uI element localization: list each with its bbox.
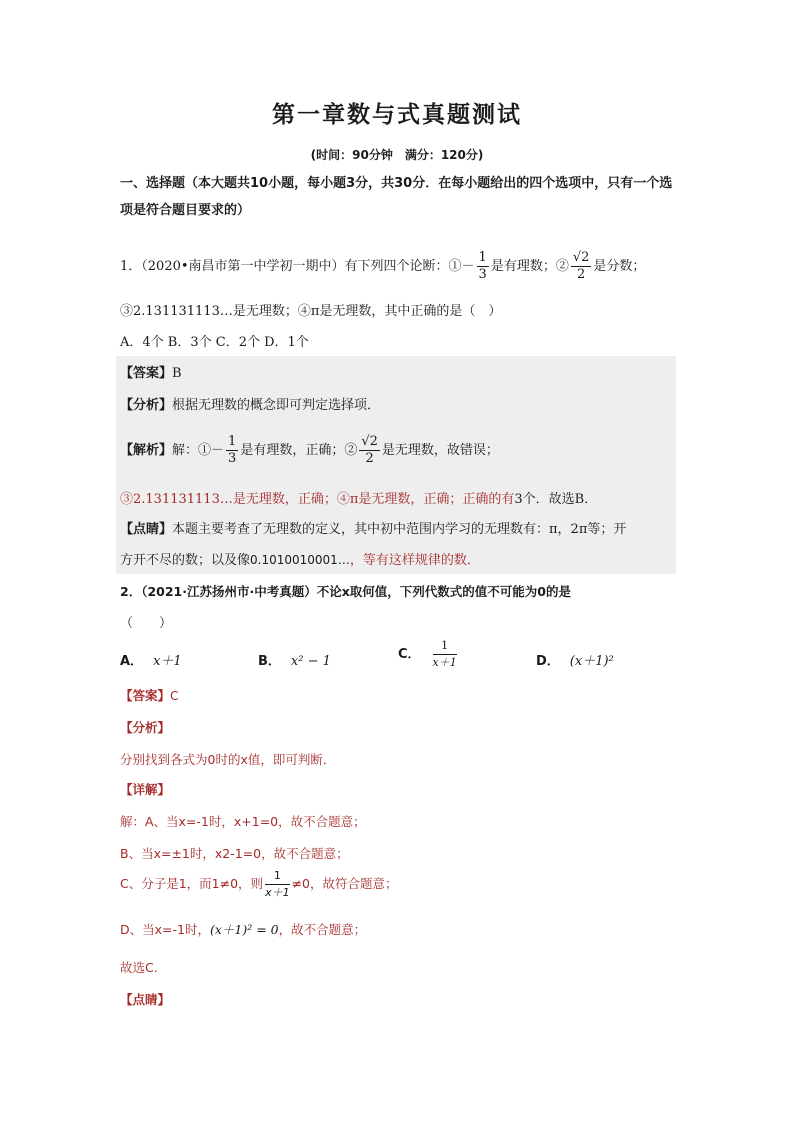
fraction: $\frac{1}{x+1}$ (432, 639, 457, 669)
q2-analysis-tag: 【分析】 (120, 720, 171, 735)
q2-comment-tag: 【点睛】 (120, 992, 171, 1007)
page-title: 第一章数与式真题测试 (272, 102, 522, 128)
fraction: $\frac{√2}{2}$ (361, 434, 378, 466)
q1-answer: 【答案】B (120, 366, 182, 381)
q1-stem-line2: ③2.131131113…是无理数；④π是无理数，其中正确的是（ ） (120, 304, 502, 319)
q1-solution: 【解析】解：①－ $\frac{1}{3}$ 是有理数，正确；② $\frac{√2}{2}$ 是无理数，故错误； (120, 434, 499, 466)
q2-detail-4: D、当x=-1时，(x＋1)² = 0，故不合题意； (120, 922, 367, 937)
q2-option-a: A． x＋1 (120, 654, 182, 669)
subtitle: (时间：90分钟 满分：120分) (310, 148, 484, 162)
q1-stem: 1．（2020•南昌市第一中学初一期中）有下列四个论断：①－ $\frac{1}{3}$ 是有理数；② $\frac{√2}{2}$ 是分数； (120, 250, 646, 282)
section-heading: 一、选择题（本大题共10小题，每小题3分，共30分．在每小题给出的四个选项中，只有一个选项是符合题目要求的） (120, 176, 673, 218)
q1-comment: 【点睛】本题主要考查了无理数的定义，其中初中范围内学习的无理数有：π，2π等；开 (120, 522, 627, 537)
q2-detail-1: 解：A、当x=-1时，x+1=0，故不合题意； (120, 814, 366, 829)
q1-comment-line2: 方开不尽的数；以及像0.1010010001…，等有这样规律的数． (120, 553, 480, 568)
q1-options: A．4个 B．3个 C．2个 D．1个 (120, 335, 309, 350)
q2-stem: 2．（2021·江苏扬州市·中考真题）不论x取何值，下列代数式的值不可能为0的是 (120, 584, 571, 599)
fraction: $\frac{√2}{2}$ (572, 250, 590, 282)
fraction: $\frac{1}{3}$ (478, 250, 487, 282)
q2-detail-3: C、分子是1，而1≠0，则 $\frac{1}{x+1}$ ≠0，故符合题意； (120, 869, 398, 899)
q2-option-d: D． (x＋1)² (536, 654, 614, 669)
q2-detail-2: B、当x=±1时，x2-1=0，故不合题意； (120, 846, 349, 861)
q2-detail-tag: 【详解】 (120, 782, 171, 797)
q2-option-b: B． x² − 1 (258, 654, 331, 669)
fraction: $\frac{1}{3}$ (228, 434, 237, 466)
q2-paren: （ ） (120, 616, 173, 631)
q2-conclusion: 故选C. (120, 960, 158, 975)
fraction: $\frac{1}{x+1}$ (265, 869, 290, 899)
q1-solution-line2: ③2.131131113…是无理数，正确；④π是无理数，正确；正确的有3个．故选B． (120, 492, 598, 507)
q2-option-c: C． $\frac{1}{x+1}$ (398, 639, 457, 669)
q2-answer: 【答案】C (120, 688, 179, 703)
q1-analysis: 【分析】根据无理数的概念即可判定选择项． (120, 398, 381, 413)
q2-analysis: 分别找到各式为0时的x值，即可判断． (120, 752, 336, 767)
